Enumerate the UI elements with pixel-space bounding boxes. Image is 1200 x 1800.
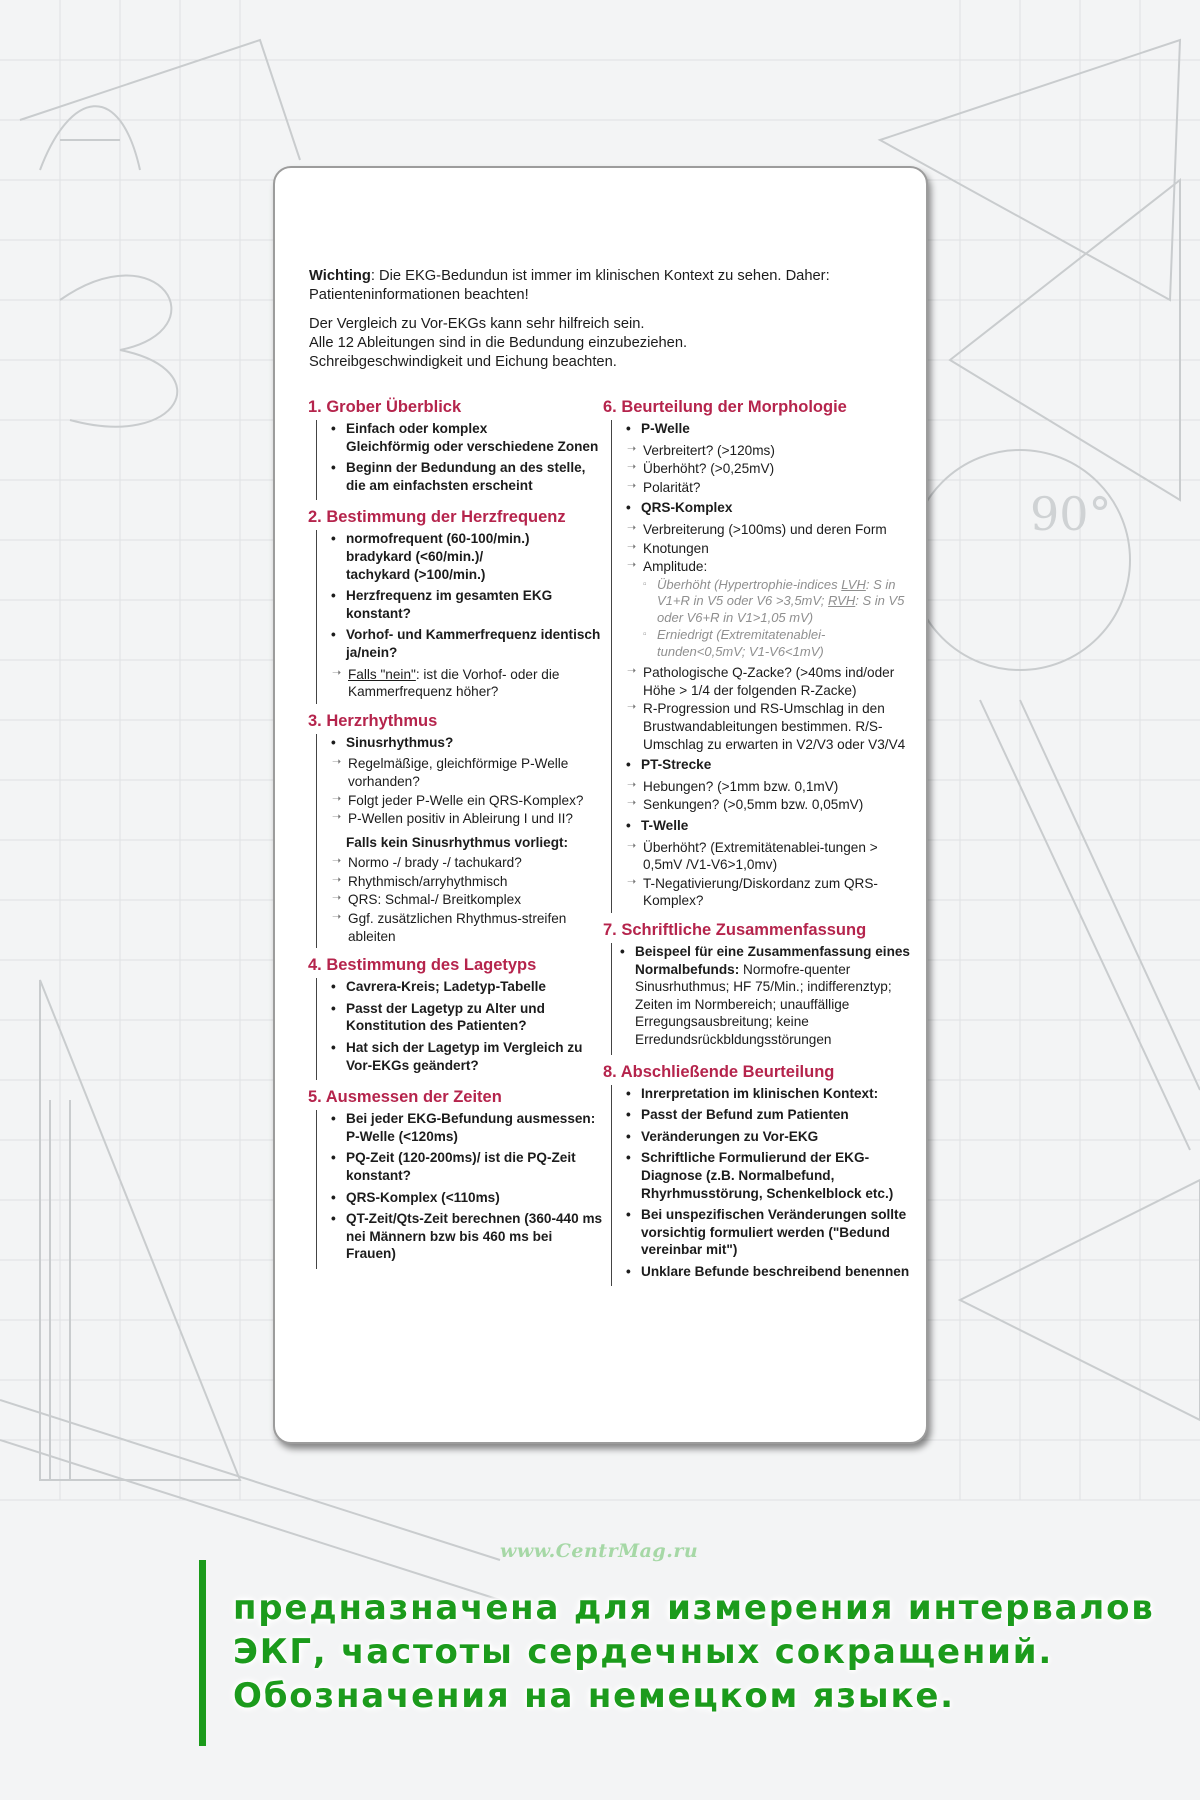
sub-item [626,521,913,539]
arrow-icon: ➝ [332,873,342,886]
sub-item [626,778,913,796]
arrow-icon: ➝ [332,666,342,679]
ekg-checklist-card [273,166,928,1444]
item-text: bradykard (<60/min.)/ [346,548,484,564]
sub-item-text: Knotungen [643,540,709,556]
sub-item-text: Regelmäßige, gleichförmige P-Welle vorhanden? [348,756,569,789]
list-item: • Unklare Befunde beschreibend benennen [626,1263,913,1281]
list-item: • Passt der Lagetyp zu Alter und Konstitution des Patienten? [331,1000,603,1035]
arrow-icon: ➝ [627,797,637,810]
sub-item [626,875,913,910]
section-title: 2. Bestimmung der Herzfrequenz [308,508,566,527]
list-item: • Bei jeder EKG-Befundung ausmessen: P-Welle (<120ms) [331,1110,603,1145]
list-item: • Sinusrhythmus? [331,734,603,752]
abbr-lvh: LVH [841,576,866,592]
section-title: 6. Beurteilung der Morphologie [603,398,847,416]
arrow-icon: ➝ [627,665,637,678]
right-column [603,397,913,1293]
list-item: • PQ-Zeit (120-200ms)/ ist die PQ-Zeit konstant? [331,1149,603,1184]
product-caption: предназначена для измерения интервалов ЭКГ, частоты сердечных сокращений. Обозначения на немецком языке. [233,1588,1155,1716]
svg-text:90°: 90° [1030,487,1112,541]
arrow-icon: ➝ [627,442,637,455]
sub-item-text: Rhythmisch/arryhythmisch [348,873,508,889]
list-item: • Cavrera-Kreis; Ladetyp-Tabelle [331,978,603,996]
sub-item [626,460,913,478]
section-body [316,420,603,500]
list-item: • Beginn der Bedundung an des stelle, die am einfachsten erscheint [331,459,603,494]
arrow-icon: ➝ [332,792,342,805]
sub-item [626,700,913,753]
section-intervals [308,1087,603,1269]
sub-item-text: Hebungen? (>1mm bzw. 0,1mV) [643,778,839,794]
arrow-icon: ➝ [627,521,637,534]
list-item: • Inrerpretation im klinischen Kontext: [626,1085,913,1103]
caption-accent-bar [199,1560,206,1746]
list-item: • QRS-Komplex [626,499,913,517]
intro-note-label: Wichting [309,268,371,284]
item-text: Normofre-quenter Sinusrhuthmus; HF 75/Min.; indifferenztyp; Zeiten im Normbereich; unauffällige Erregungsausbreitung; keine Erredundsrückbldungsstörungen [635,961,892,1047]
square-bullet-icon: ▫ [643,629,647,641]
sub-item [626,839,913,874]
sub-item [626,479,913,497]
sub-item-text: Überhöht? (Extremitätenablei-tungen > 0,5mV /V1-V6>1,0mv) [643,839,878,873]
list-item: • P-Welle [626,420,913,438]
list-item: • Veränderungen zu Vor-EKG [626,1128,913,1146]
sub-sub-item-text: Erniedrigt (Extremitatenablei-tunden<0,5mV; V1-V6<1mV) [657,627,826,659]
abbr-rvh: RVH [828,593,856,609]
list-item: • QRS-Komplex (<110ms) [331,1189,603,1207]
sub-item-text: P-Wellen positiv in Ableirung I und II? [348,811,573,827]
sub-sub-item-text: : S in V5 oder V6+R in V1>1,05 mV) [657,593,905,625]
list-item: • Schriftliche Formulierund der EKG-Diagnose (z.B. Normalbefund, Rhyrhmusstörung, Schenkelblock etc.) [626,1149,913,1202]
section-title: 8. Abschließende Beurteilung [603,1062,835,1081]
section-axis [308,955,603,1080]
section-title: 4. Bestimmung des Lagetyps [308,956,537,975]
arrow-icon: ➝ [627,540,637,553]
section-rhythm [308,711,603,949]
section-body [611,420,913,913]
list-item: • Passt der Befund zum Patienten [626,1106,913,1124]
sub-item [626,442,913,460]
arrow-icon: ➝ [332,892,342,905]
sub-item-text: : ist die Vorhof- oder die Kammerfrequenz höher? [348,666,560,700]
sub-item-text: QRS: Schmal-/ Breitkomplex [348,892,521,908]
list-item [331,420,603,455]
section-body [316,978,603,1080]
intro-hint: Der Vergleich zu Vor-EKGs kann sehr hilfreich sein. [309,316,645,332]
section-body [611,943,913,1055]
arrow-icon: ➝ [332,811,342,824]
sub-item-text: R-Progression und RS-Umschlag in den Brustwandableitungen bestimmen. R/S-Umschlag zu erwarten in V2/V3 oder V3/V4 [643,701,906,752]
sub-item [331,755,603,790]
arrow-icon: ➝ [332,855,342,868]
sub-item [626,664,913,699]
item-text: Einfach oder komplex [346,421,488,436]
item-text: tachykard (>100/min.) [346,566,486,582]
item-text: Gleichförmig oder verschiedene Zonen [346,438,599,454]
sub-item-text: Polarität? [643,479,701,495]
list-item: • Vorhof- und Kammerfrequenz identisch ja/nein? [331,626,603,661]
sub-item-text: Folgt jeder P-Welle ein QRS-Komplex? [348,792,584,808]
sub-item-text: Verbreiterung (>100ms) und deren Form [643,521,887,537]
sub-item-text: Verbreitert? (>120ms) [643,442,775,458]
intro-hint: Schreibgeschwindigkeit und Eichung beachten. [309,354,617,370]
sub-item [331,910,603,945]
intro-hint: Alle 12 Ableitungen sind in die Bedundung einzubeziehen. [309,335,688,351]
section-body [316,530,603,703]
list-item: • Herzfrequenz im gesamten EKG konstant? [331,587,603,622]
list-item [331,530,603,583]
sub-item [331,666,603,701]
sub-item [331,792,603,810]
arrow-icon: ➝ [332,756,342,769]
site-watermark: www.CentrMag.ru [500,1540,699,1562]
left-column [308,397,603,1276]
item-text: normofrequent (60-100/min.) [346,531,530,547]
sub-item [626,558,913,576]
sub-item-text: Ggf. zusätzlichen Rhythmus-streifen ableiten [348,911,567,944]
sub-item [331,873,603,891]
sub-item [331,854,603,872]
section-body [316,1110,603,1269]
amplitude-list [643,577,913,661]
item-bold: Beispeel für eine Zusammenfassung eines Normalbefunds: [635,943,910,977]
sub-sub-item-text: : S in V1+R in V5 oder V6 >3,5mV; [657,576,896,609]
sub-sub-item-text: Überhöht (Hypertrophie-indices [657,576,842,592]
sub-sub-item [643,627,913,660]
intro-note [309,267,909,305]
section-heart-rate [308,507,603,703]
arrow-icon: ➝ [627,875,637,888]
sub-item [626,796,913,814]
list-item: • Hat sich der Lagetyp im Vergleich zu Vor-EKGs geändert? [331,1039,603,1074]
section-title: 5. Ausmessen der Zeiten [308,1088,502,1107]
section-summary [603,920,913,1055]
sub-item-text: Senkungen? (>0,5mm bzw. 0,05mV) [643,797,864,813]
subheading: Falls kein Sinusrhythmus vorliegt: [346,834,569,850]
list-item: • QT-Zeit/Qts-Zeit berechnen (360-440 ms nei Männern bzw bis 460 ms bei Frauen) [331,1210,603,1263]
arrow-icon: ➝ [627,461,637,474]
section-body [316,734,603,949]
arrow-icon: ➝ [627,479,637,492]
arrow-icon: ➝ [627,701,637,714]
sub-item-text: Pathologische Q-Zacke? (>40ms ind/oder Höhe > 1/4 der folgenden R-Zacke) [643,665,895,698]
intro-block [309,267,909,382]
section-body [611,1085,913,1287]
arrow-icon: ➝ [332,911,342,924]
section-overview [308,397,603,500]
section-morphology [603,397,913,913]
list-item: • Bei unspezifischen Veränderungen sollte vorsichtig formuliert werden ("Bedund vereinbar mit") [626,1206,913,1259]
sub-item-text: Normo -/ brady -/ tachukard? [348,855,522,871]
sub-sub-item [643,577,913,627]
section-final-assessment [603,1062,913,1287]
section-title: 7. Schriftliche Zusammenfassung [603,920,867,939]
section-title: 1. Grober Überblick [308,398,462,416]
arrow-icon: ➝ [627,839,637,852]
list-item [620,943,913,1049]
sub-item-underlined: Falls "nein" [348,666,416,682]
list-item: • T-Welle [626,817,913,835]
sub-item [626,540,913,558]
intro-note-text: : Die EKG-Bedundun ist immer im klinischen Kontext zu sehen. Daher: Patienteninformationen beachten! [309,268,830,303]
sub-item [331,891,603,909]
arrow-icon: ➝ [627,559,637,572]
sub-item [331,810,603,828]
list-item: • PT-Strecke [626,756,913,774]
section-title: 3. Herzrhythmus [308,711,438,730]
sub-item-text: Überhöht? (>0,25mV) [643,461,775,477]
arrow-icon: ➝ [627,778,637,791]
intro-hints [309,315,909,372]
sub-item-text: Amplitude: [643,559,708,575]
square-bullet-icon: ▫ [643,578,647,590]
sub-item-text: T-Negativierung/Diskordanz zum QRS-Komplex? [643,875,878,909]
